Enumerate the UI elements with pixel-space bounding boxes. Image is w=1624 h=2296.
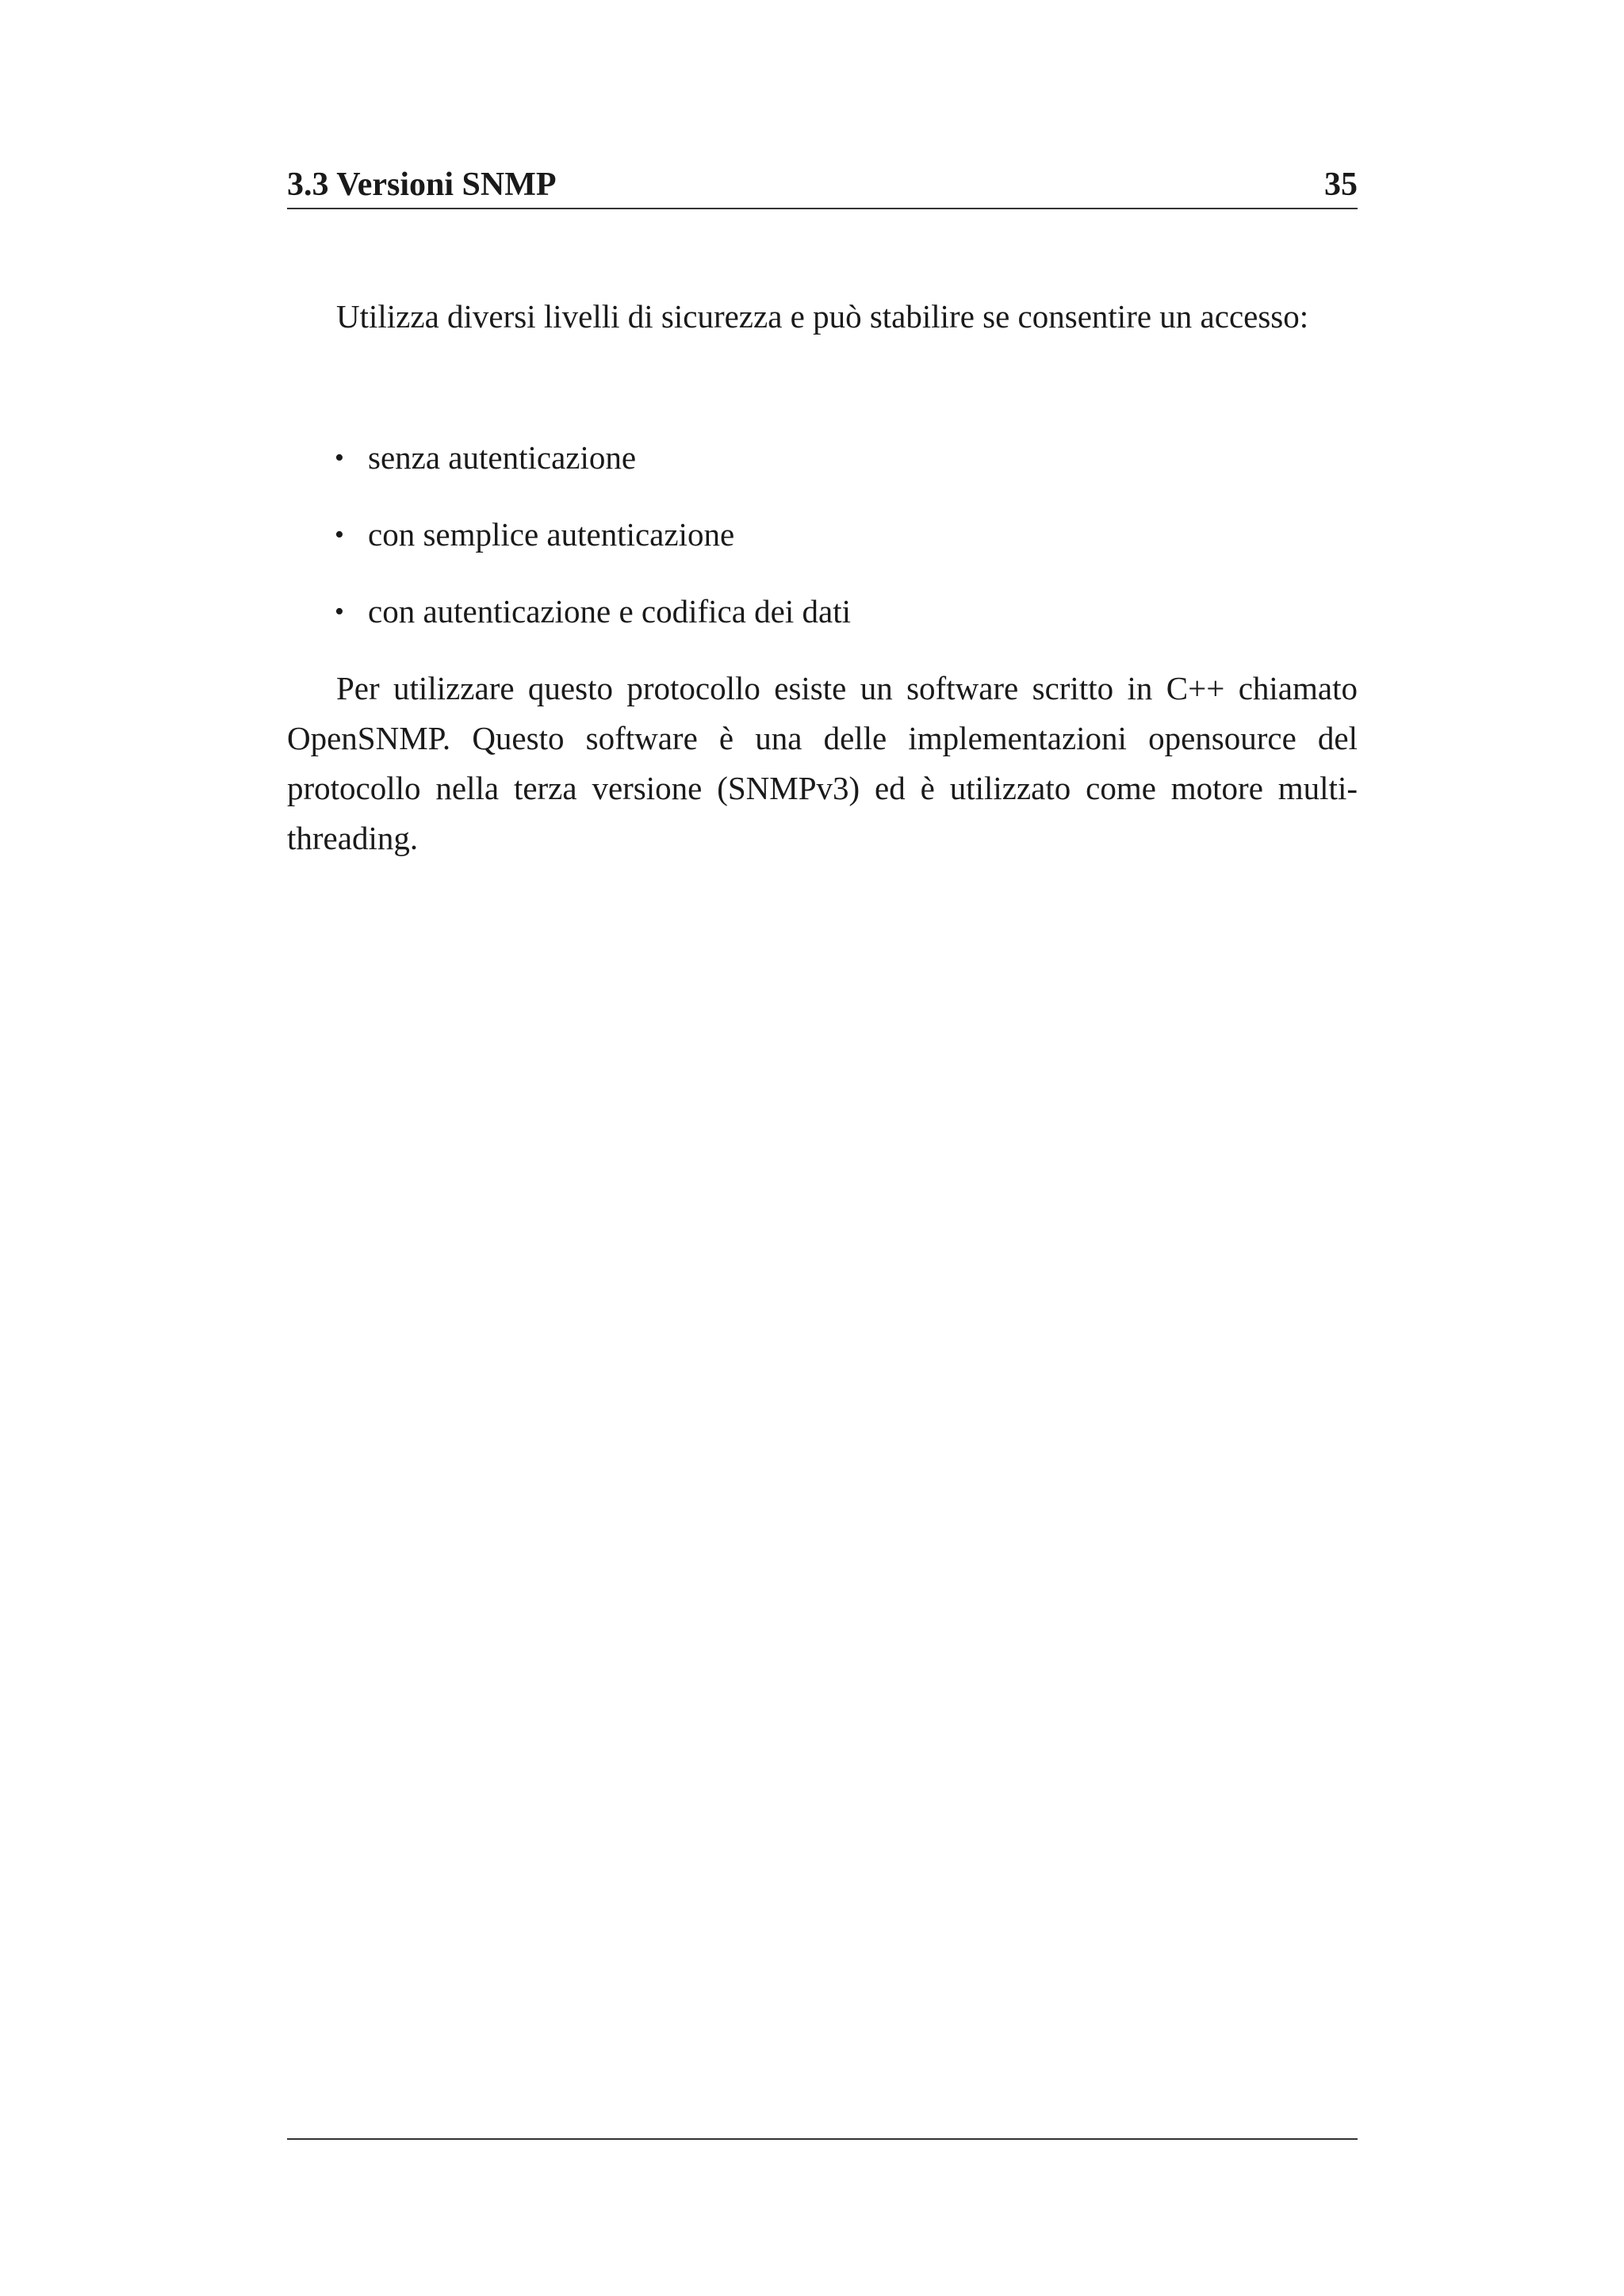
bullet-icon: • <box>335 443 344 473</box>
list-item <box>335 433 1358 510</box>
running-header <box>287 157 1358 209</box>
list-item <box>335 587 1358 664</box>
bullet-icon: • <box>335 597 344 626</box>
list-item <box>335 510 1358 587</box>
body-text <box>287 292 1358 863</box>
page-number: 35 <box>1324 166 1358 203</box>
list-item-text: con autenticazione e codifica dei dati <box>368 593 851 629</box>
paragraph-intro: Utilizza diversi livelli di sicurezza e può stabilire se consentire un accesso: <box>336 298 1309 335</box>
paragraph-opensnmp: Per utilizzare questo protocollo esiste un software scritto in C++ chiamato OpenSNMP. Questo software è una delle implementazioni opensource del protocollo nella terza versione (SNMPv3) ed è utilizzato come motore multi-threading. <box>287 670 1358 856</box>
security-levels-list <box>287 433 1358 664</box>
list-item-text: con semplice autenticazione <box>368 516 735 553</box>
section-title: 3.3 Versioni SNMP <box>287 166 557 203</box>
footer-rule <box>287 2138 1358 2140</box>
list-item-text: senza autenticazione <box>368 439 637 476</box>
bullet-icon: • <box>335 520 344 549</box>
